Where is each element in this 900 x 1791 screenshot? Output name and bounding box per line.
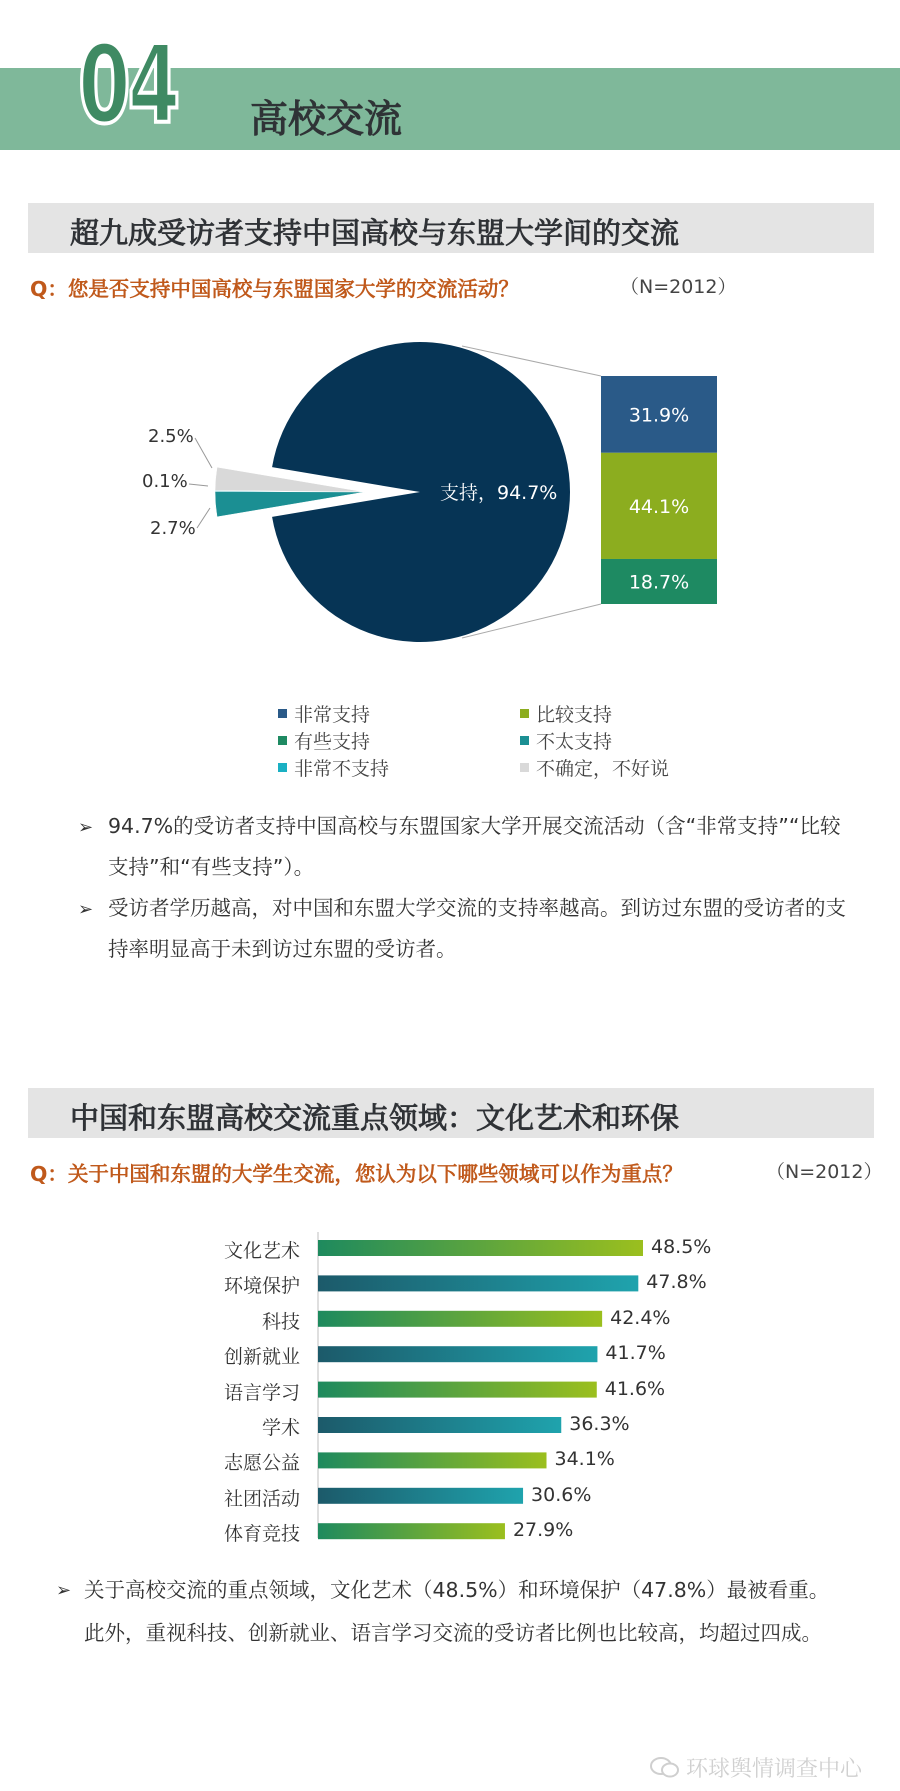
bar	[318, 1452, 547, 1468]
bar-category-label: 创新就业	[223, 1346, 300, 1369]
footer-brand	[650, 1752, 862, 1783]
legend-swatch	[520, 736, 529, 745]
legend-label: 比较支持	[536, 704, 613, 726]
section1-bullet-2: 受访者学历越高，对中国和东盟大学交流的支持率越高。到访过东盟的受访者的支持率明显高于未到访过东盟的受访者。	[108, 896, 846, 961]
legend-label: 非常不支持	[294, 758, 390, 780]
bullet-arrow-icon: ➢	[56, 1580, 72, 1601]
bar	[318, 1346, 597, 1362]
legend-swatch	[520, 709, 529, 718]
breakdown-label: 44.1%	[628, 495, 690, 518]
legend-swatch	[278, 763, 287, 772]
section1-bullet-1: 94.7%的受访者支持中国高校与东盟国家大学开展交流活动（含“非常支持”“比较支持”和“有些支持”）。	[108, 814, 841, 879]
legend-item	[278, 700, 370, 727]
bar	[318, 1240, 643, 1256]
bar-value-label: 48.5%	[651, 1236, 712, 1258]
wechat-icon	[650, 1757, 680, 1779]
bar-value-label: 30.6%	[531, 1483, 592, 1506]
bar-value-label: 27.9%	[512, 1519, 574, 1542]
bar-value-label: 41.6%	[604, 1377, 666, 1400]
legend-label: 不太支持	[536, 731, 613, 753]
legend-item	[278, 754, 389, 781]
legend-label: 不确定，不好说	[536, 758, 670, 780]
pie-slice-label: 0.1%	[142, 471, 188, 492]
bar	[318, 1488, 523, 1504]
legend-label: 非常支持	[294, 704, 371, 726]
legend-item	[520, 754, 669, 781]
section1-sample-size: （N=2012）	[620, 276, 737, 298]
breakdown-label: 18.7%	[628, 571, 690, 594]
footer-brand-text: 环球舆情调查中心	[686, 1757, 863, 1782]
section-number: 04	[78, 23, 178, 148]
bar	[318, 1311, 602, 1327]
legend-item	[520, 727, 612, 754]
bar-category-label: 文化艺术	[223, 1240, 300, 1262]
bar	[318, 1275, 638, 1291]
bar-value-label: 41.7%	[605, 1342, 666, 1365]
bar-category-label: 体育竞技	[223, 1523, 300, 1546]
breakdown-label: 31.9%	[628, 404, 690, 427]
legend-swatch	[520, 763, 529, 772]
section1-title: 超九成受访者支持中国高校与东盟大学间的交流	[70, 216, 680, 250]
pie-leader-line	[197, 508, 210, 528]
bar-category-label: 科技	[261, 1310, 300, 1333]
bar-category-label: 社团活动	[223, 1487, 300, 1510]
legend-swatch	[278, 709, 287, 718]
section-title: 高校交流	[250, 97, 403, 141]
bar	[318, 1523, 505, 1539]
pie-main-label: 支持，94.7%	[440, 482, 558, 504]
section1-question: Q：您是否支持中国高校与东盟国家大学的交流活动？	[30, 277, 519, 301]
pie-chart	[0, 318, 900, 678]
bar-value-label: 36.3%	[569, 1413, 630, 1435]
bullet-arrow-icon: ➢	[78, 817, 94, 838]
section2-question: Q：关于中国和东盟的大学生交流，您认为以下哪些领域可以作为重点？	[30, 1162, 683, 1186]
section2-title: 中国和东盟高校交流重点领域：文化艺术和环保	[70, 1101, 680, 1135]
section2-sample-size: （N=2012）	[766, 1161, 883, 1183]
pie-slice-label: 2.5%	[148, 426, 194, 447]
bar-value-label: 47.8%	[646, 1271, 707, 1294]
bar	[318, 1382, 597, 1398]
legend-item	[520, 700, 612, 727]
pie-leader-line	[195, 438, 212, 468]
section2-bullet-1: 关于高校交流的重点领域，文化艺术（48.5%）和环境保护（47.8%）最被看重。此外，重视科技、创新就业、语言学习交流的受访者比例也比较高，均超过四成。	[84, 1578, 830, 1645]
bar-category-label: 学术	[261, 1417, 300, 1439]
pie-leader-line	[189, 484, 208, 486]
legend-item	[278, 727, 370, 754]
bullet-arrow-icon: ➢	[78, 899, 94, 920]
bar	[318, 1417, 561, 1433]
legend-swatch	[278, 736, 287, 745]
bar-category-label: 志愿公益	[223, 1452, 300, 1475]
pie-slice-label: 2.7%	[150, 518, 196, 539]
bar-category-label: 环境保护	[223, 1275, 300, 1298]
bar-category-label: 语言学习	[223, 1381, 300, 1404]
bar-value-label: 42.4%	[610, 1306, 671, 1329]
legend-label: 有些支持	[294, 731, 371, 753]
bar-value-label: 34.1%	[554, 1448, 615, 1471]
